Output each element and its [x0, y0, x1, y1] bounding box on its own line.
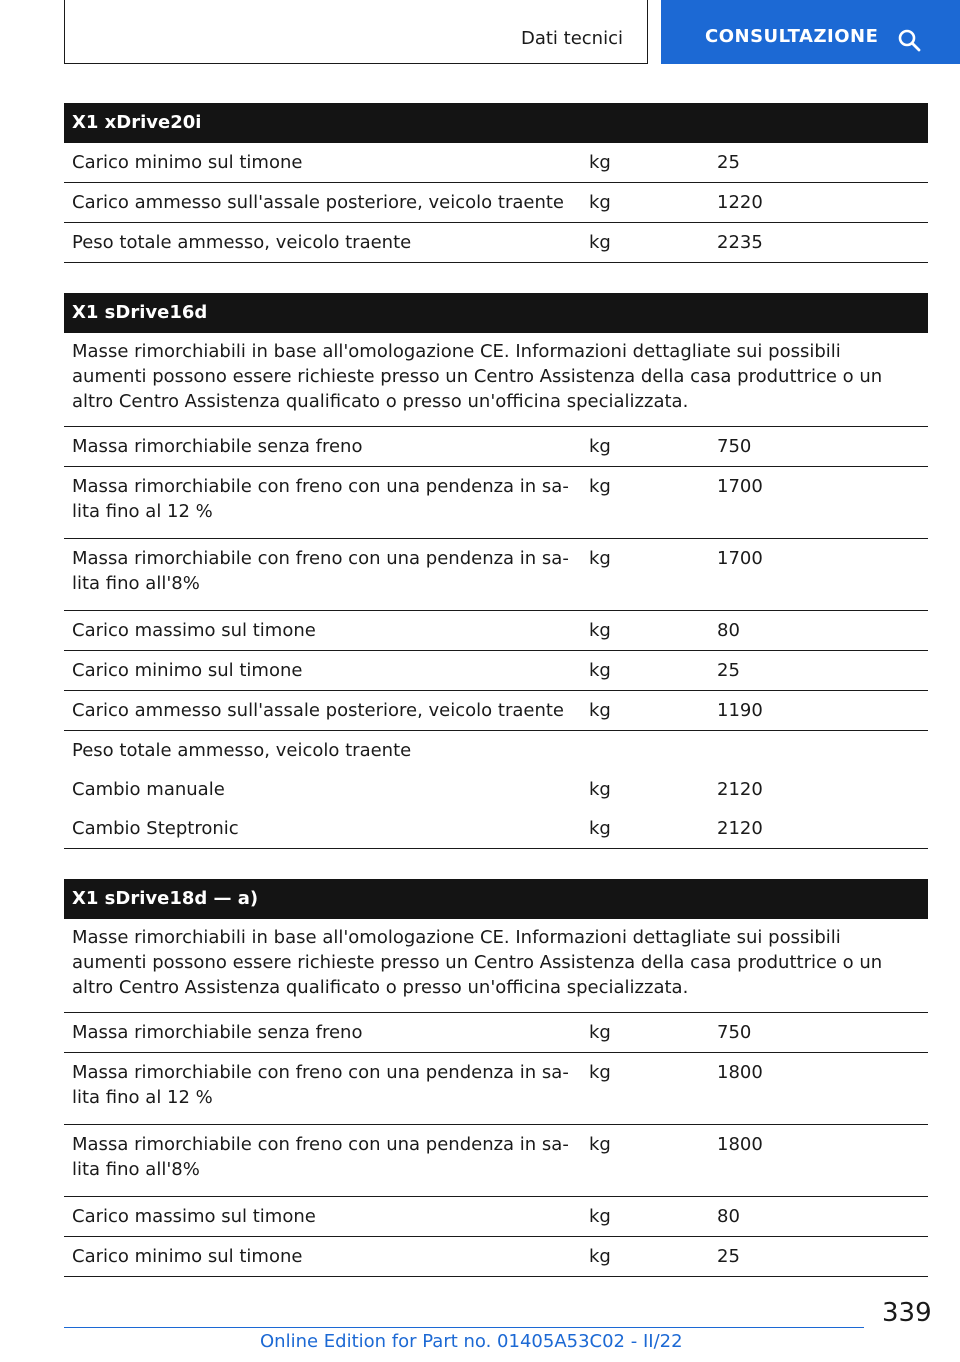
- table-row: [64, 1197, 928, 1237]
- header-section-box: [64, 0, 648, 64]
- page-number: 339: [882, 1298, 932, 1328]
- table-row: [64, 183, 928, 223]
- row-unit: [581, 731, 709, 770]
- row-unit: kg: [589, 660, 611, 681]
- row-label: Massa rimorchiabile senza freno: [72, 1022, 363, 1043]
- table-row: [64, 1125, 928, 1197]
- row-value: 1800: [717, 1134, 763, 1155]
- row-label: Peso totale ammesso, veicolo traente: [72, 740, 412, 761]
- section-title: X1 sDrive18d — a): [64, 879, 928, 919]
- row-label: Peso totale ammesso, veicolo traente: [72, 232, 412, 253]
- spec-content: [64, 103, 928, 1307]
- row-label: Cambio Steptronic: [72, 818, 239, 839]
- header-section-title[interactable]: Dati tecnici: [520, 28, 623, 49]
- row-value: 25: [717, 1246, 740, 1267]
- row-label: Massa rimorchiabile senza freno: [72, 436, 363, 457]
- row-unit: kg: [589, 152, 611, 173]
- table-row: [64, 731, 928, 770]
- table-row: [64, 809, 928, 849]
- row-value: [709, 731, 928, 770]
- table-row: [64, 651, 928, 691]
- row-value: 750: [717, 1022, 752, 1043]
- row-label: Cambio manuale: [72, 779, 225, 800]
- footer-edition: Online Edition for Part no. 01405A53C02 - II/22: [260, 1331, 683, 1352]
- row-unit: kg: [589, 436, 611, 457]
- header-chapter-label: CONSULTAZIONE: [705, 26, 879, 47]
- row-value: 80: [717, 620, 740, 641]
- row-unit: kg: [589, 1134, 611, 1155]
- row-label: Massa rimorchiabile con freno con una pendenza in sa-lita fino all'8%: [72, 548, 569, 594]
- row-label: Massa rimorchiabile con freno con una pendenza in sa-lita fino al 12 %: [72, 1062, 569, 1108]
- table-row: [64, 427, 928, 467]
- row-label: Carico massimo sul timone: [72, 1206, 316, 1227]
- table-row: [64, 223, 928, 263]
- row-unit: kg: [589, 1246, 611, 1267]
- row-value: 1190: [717, 700, 763, 721]
- header-chapter-tab[interactable]: [661, 0, 960, 64]
- table-row: [64, 1237, 928, 1277]
- row-unit: kg: [589, 620, 611, 641]
- table-row: [64, 611, 928, 651]
- row-label: Carico ammesso sull'assale posteriore, veicolo traente: [72, 700, 565, 721]
- row-value: 1700: [717, 548, 763, 569]
- row-label: Carico ammesso sull'assale posteriore, veicolo traente: [72, 192, 565, 213]
- table-row: [64, 691, 928, 731]
- row-value: 750: [717, 436, 752, 457]
- row-unit: kg: [589, 700, 611, 721]
- section-title: X1 sDrive16d: [64, 293, 928, 333]
- table-row: [64, 143, 928, 183]
- footer-divider: [64, 1327, 864, 1328]
- table-row: [64, 1013, 928, 1053]
- row-value: 2235: [717, 232, 763, 253]
- spec-section: [64, 293, 928, 849]
- row-unit: kg: [589, 192, 611, 213]
- row-unit: kg: [589, 779, 611, 800]
- row-unit: kg: [589, 1206, 611, 1227]
- table-row: [64, 770, 928, 809]
- search-icon[interactable]: [897, 28, 921, 52]
- row-value: 1700: [717, 476, 763, 497]
- row-label: Carico massimo sul timone: [72, 620, 316, 641]
- row-value: 1800: [717, 1062, 763, 1083]
- row-value: 80: [717, 1206, 740, 1227]
- spec-section: [64, 879, 928, 1277]
- row-unit: kg: [589, 1062, 611, 1083]
- table-row: [64, 1053, 928, 1125]
- table-row: [64, 539, 928, 611]
- row-label: Massa rimorchiabile con freno con una pendenza in sa-lita fino al 12 %: [72, 476, 569, 522]
- row-value: 25: [717, 660, 740, 681]
- section-title: X1 xDrive20i: [64, 103, 928, 143]
- section-note: Masse rimorchiabili in base all'omologazione CE. Informazioni dettagliate sui possibili aumenti possono essere richieste presso un Centro Assistenza della casa produttrice o un altro Centro Assistenza qualificato o presso un'officina specializzata.: [64, 919, 928, 1013]
- row-label: Carico minimo sul timone: [72, 1246, 303, 1267]
- section-note: Masse rimorchiabili in base all'omologazione CE. Informazioni dettagliate sui possibili aumenti possono essere richieste presso un Centro Assistenza della casa produttrice o un altro Centro Assistenza qualificato o presso un'officina specializzata.: [64, 333, 928, 427]
- table-row: [64, 467, 928, 539]
- spec-section: [64, 103, 928, 263]
- row-value: 1220: [717, 192, 763, 213]
- row-value: 2120: [717, 818, 763, 839]
- row-unit: kg: [589, 232, 611, 253]
- row-unit: kg: [589, 476, 611, 497]
- row-unit: kg: [589, 818, 611, 839]
- row-unit: kg: [589, 548, 611, 569]
- row-label: Carico minimo sul timone: [72, 660, 303, 681]
- row-value: 25: [717, 152, 740, 173]
- row-label: Massa rimorchiabile con freno con una pendenza in sa-lita fino all'8%: [72, 1134, 569, 1180]
- row-value: 2120: [717, 779, 763, 800]
- row-label: Carico minimo sul timone: [72, 152, 303, 173]
- row-unit: kg: [589, 1022, 611, 1043]
